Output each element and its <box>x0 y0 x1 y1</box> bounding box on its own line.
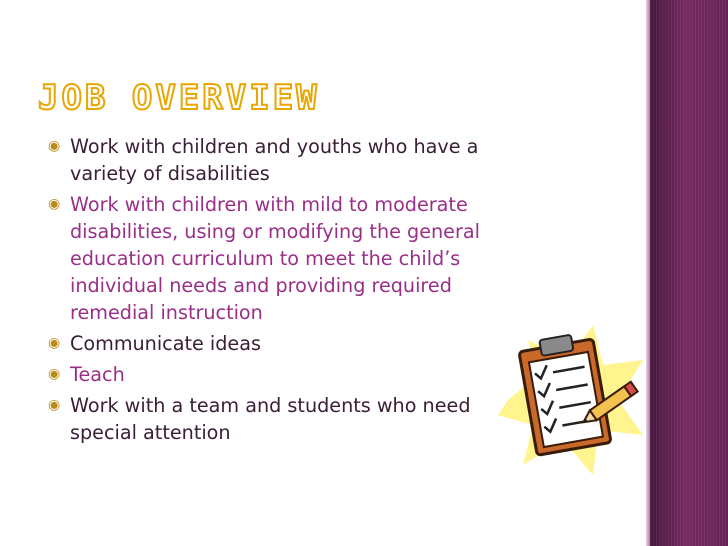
bullet-text: Communicate ideas <box>70 332 261 355</box>
slide-title: JOB OVERVIEW <box>38 78 320 118</box>
bullet-text: Work with children with mild to moderate disabilities, using or modifying the general education curriculum to meet the child’s individual needs and providing required remedial instruction <box>70 193 480 324</box>
bullet-icon: ◉ <box>48 397 61 413</box>
bullet-icon: ◉ <box>48 196 61 212</box>
bullet-text: Teach <box>70 363 125 386</box>
bullet-icon: ◉ <box>48 138 61 154</box>
side-decorative-panel <box>650 0 728 546</box>
bullet-icon: ◉ <box>48 335 61 351</box>
bullet-item <box>48 133 608 187</box>
bullet-icon: ◉ <box>48 366 61 382</box>
clipboard-checklist-pencil-icon <box>498 305 648 485</box>
bullet-text: Work with a team and students who need special attention <box>70 394 471 444</box>
bullet-text: Work with children and youths who have a variety of disabilities <box>70 135 479 185</box>
